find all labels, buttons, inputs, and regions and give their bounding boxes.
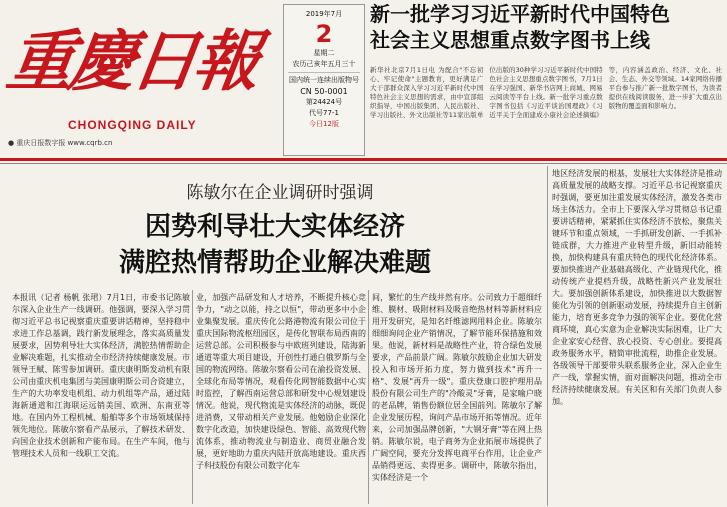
year-month: 2019年7月: [305, 10, 343, 18]
column-divider: [192, 290, 193, 504]
weekday: 星期二: [313, 49, 335, 57]
issue-number: 第24424号: [305, 98, 343, 106]
lunar-date: 农历己亥年五月三十: [292, 60, 356, 68]
column-divider: [547, 166, 548, 506]
serial-code: CN 50-0001: [300, 87, 348, 96]
masthead-rule: [0, 158, 727, 161]
divider: [288, 72, 360, 73]
headline-line1: 因势利导壮大实体经济: [144, 211, 405, 241]
headline-line2: 满腔热情帮助企业解决难题: [118, 247, 431, 277]
article-column-2: 业，加强产品研发和人才培养，不断提升核心竞争力，"动之以能，持之以恒"，带动更多中小企业集聚发展。重庆传化公路港物流有限公司位于重庆国际物流枢纽园区，是传化智联布局西南的运营总部。公司积极参与中欧班列建设，陆海新通道等重大项目建设，开创性打通白俄罗斯与全国的物流网络。陈敏尔察看公司在渝投资发展、全球化布局等情况，观看传化网智能数据中心实时监控，了解西南运营总部和研发中心规划建设情况。他说，现代物流是实体经济的动脉，既促进消费，又带动相关产业发展。他勉励企业深化数字化改造，加快建设绿色、智能、高效现代物流体系，推动物流业与制造业、商贸业融合发展，更好地助力重庆内陆开放高地建设。重庆西子科技股份有限公司数字化车: [196, 293, 366, 470]
column-divider: [368, 290, 369, 504]
article-headline[interactable]: [40, 208, 510, 280]
issue-info-box: [283, 4, 365, 156]
article-column-4: 地区经济发展的根基，发展壮大实体经济是推动高质量发展的战略支撑。习近平总书记视察重庆时强调，要更加注重发展实体经济，激发各类市场主体活力。全市上下要深入学习贯彻总书记重要讲话精神，紧紧抓住实体经济不放松，聚焦关键环节和重点领域，一手抓研发创新、一手抓补链成群，大力推进产业转型升级，新旧动能转换，加快构建具有重庆特色的现代化经济体系。要加快推进产业基础高级化、产业链现代化，推动传统产业提档升级，战略性新兴产业发展壮大。要加强创新体系建设，加快推进以大数据智能化为引领的创新驱动发展，持续提升自主创新能力，培育更多竞争力强的领军企业。要优化营商环境，真心实意为企业解决实际困难，让广大企业家安心经营、放心投资、专心创业。要提高政务服务水平，精简审批流程，助推企业发展。各级领导干部要带头联系服务企业，深入企业生产一线，掌握实情，面对面解决问题，推动全市经济持续健康发展。有关区和有关部门负责人参加。: [552, 169, 722, 406]
article-column-3: 间，繁忙的生产线井然有序。公司致力于超细纤维、膜材、吸附材料及吸音绝热材料等新材料应用开发研究，是知名纤维滤网用料企业。陈敏尔细细询问企业产销情况，了解节能环保措施和效果。他说，新材料是战略性产业，符合绿色发展要求，产品前景广阔。陈敏尔鼓励企业加大研发投入和市场开拓力度，努力做到技术"再升一格"、发展"再升一级"。重庆登康口腔护理用品股份有限公司生产的"冷酸灵"牙膏，是家喻户晓的老品牌，销售份额位居全国前列。陈敏尔了解企业发展历程，询问产品市场开拓等情况。近年来，公司加强品牌创新，"大钢牙膏"等在网上热销。陈敏尔说，电子商务为企业拓展市场提供了广阔空间，要充分发挥电商平台作用，让企业产品销得更远、卖得更多。调研中，陈敏尔指出，实体经济是一个: [372, 293, 542, 482]
top-headline-line1: 新一批学习习近平新时代中国特色: [370, 4, 670, 26]
postal-code: 代号77-1: [309, 109, 339, 117]
masthead: [0, 0, 727, 158]
article-kicker: 陈敏尔在企业调研时强调: [186, 183, 374, 203]
site-link[interactable]: ● 重庆日报数字报 www.cqrb.cn: [8, 139, 113, 147]
top-story-body: 新华社北京7月1日电 为配合"不忘初心、牢记使命"主题教育，更好满足广大干部群众深入学习习近平新时代中国特色社会主义思想的需求，由中宣部组织指导，中国出版集团、人民出版社、学习出版社、外文出版社等11家出版单位出版的30种学习习近平新时代中国特色社会主义思想重点数字图书，7月1日在学习强国、新华书店网上商城、网易云阅读等平台上线。新一批学习重点数字图书包括《习近平谈治国理政》《习近平关于全面建成小康社会论述摘编》等，内容涵盖政治、经济、文化、社会、生态、外交等领域。14家网络传播平台参与推广新一批数字图书，为读者提供在线阅读服务，进一步扩大重点出版物的覆盖面和影响力。: [370, 66, 722, 119]
day-number: 2: [315, 20, 333, 48]
logo-english: CHONGQING DAILY: [68, 118, 197, 132]
serial-code-label: 国内统一连续出版物号: [289, 76, 359, 84]
article-column-1: 本报讯（记者 杨帆 张珺）7月1日，市委书记陈敏尔深入企业生产一线调研。他强调，要深入学习贯彻习近平总书记视察重庆重要讲话精神，坚持稳中求进工作总基调，践行新发展理念，落实高质量发展要求，因势利导壮大实体经济，满腔热情帮助企业解决难题，扎实推动全市经济持续健康发展。市领导王赋、陈雪参加调研。重庆康明斯发动机有限公司由重庆机电集团与美国康明斯公司合资建立，生产的大功率发电机组、动力机组等产品，通过陆海新通道和江海联运远销美国、欧洲、东南亚等地。在国内外工程机械、船舶等多个市场领域保持领先地位。陈敏尔察看产品展示，了解技术研发、向国企业技术创新和产能布局。在生产车间，他与管理技术人员和一线职工交流。: [12, 293, 190, 458]
top-headline-line2: 社会主义思想重点数字图书上线: [370, 30, 650, 52]
newspaper-logo: 重慶日報: [2, 22, 262, 100]
masthead-rule-thin: [0, 163, 727, 164]
top-story-headline[interactable]: [370, 2, 724, 54]
page-count: 今日12版: [309, 120, 339, 128]
